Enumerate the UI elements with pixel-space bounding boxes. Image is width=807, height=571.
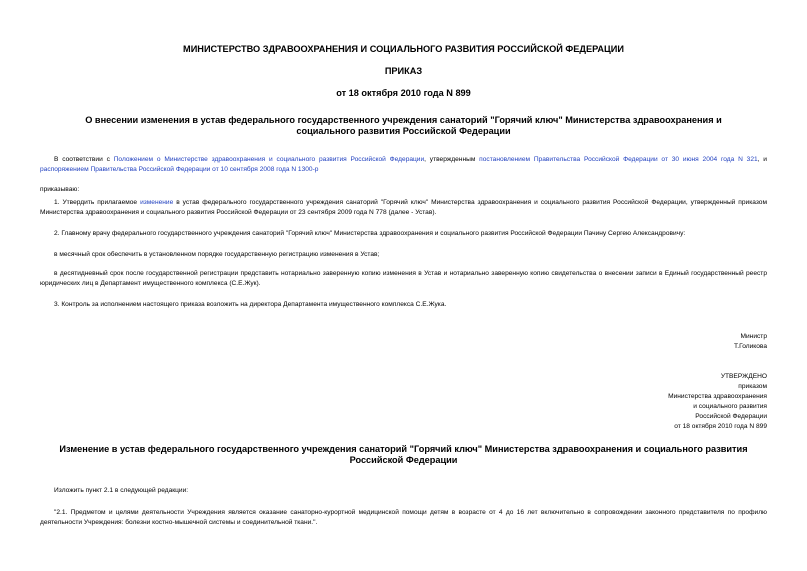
orders-word: приказываю: <box>40 186 80 193</box>
approved-block <box>668 372 767 432</box>
amendment-title: Изменение в устав федерального государственного учреждения санаторий "Горячий ключ" Министерства здравоохранения и социального развития Российской Федерации <box>59 444 748 465</box>
item-2-paragraph: 2. Главному врачу федерального государственного учреждения санаторий "Горячий ключ" Министерства здравоохранения и социального развития Российской Федерации Пачину Сергею Александровичу: <box>54 230 686 237</box>
government-decree-link[interactable]: постановлением Правительства Российской Федерации от 30 июня 2004 года N 321 <box>479 156 758 163</box>
amendment-link[interactable]: изменение <box>140 199 174 206</box>
item-1-text-a: 1. Утвердить прилагаемое <box>54 199 141 206</box>
item-2-subitem-a: в месячный срок обеспечить в установленном порядке государственную регистрацию изменения в Устав; <box>54 251 380 258</box>
signature-name: Т.Голикова <box>733 343 767 350</box>
regulation-link[interactable]: Положением о Министерстве здравоохранения и социального развития Российской Федерации <box>113 156 425 163</box>
amendment-instruction: Изложить пункт 2.1 в следующей редакции: <box>54 487 189 494</box>
order-date-number: от 18 октября 2010 года N 899 <box>336 88 471 98</box>
preamble-text-2: , утвержденным <box>424 156 480 163</box>
item-3-paragraph: 3. Контроль за исполнением настоящего приказа возложить на директора Департамента имущественного комплекса С.Е.Жука. <box>54 301 447 308</box>
approved-line-2: приказом <box>738 383 767 390</box>
amendment-text: "2.1. Предметом и целями деятельности Учреждения является оказание санаторно-курортной медицинской помощи детям в возрасте от 4 до 16 лет включительно в сопровождении законного представителя по профилю деятельности Учреждения: болезни костно-мышечной системы и соединительной ткани.". <box>40 509 767 526</box>
item-1-text-b: в устав федерального государственного учреждения санаторий "Горячий ключ" Министерства здравоохранения и социального развития Российской Федерации, утвержденный приказом Министерства здравоохранения и социального развития Российской Федерации от 23 сентября 2009 года N 778 (далее - Устав). <box>40 199 768 216</box>
approved-line-1: УТВЕРЖДЕНО <box>720 373 767 380</box>
approved-line-5: Российской Федерации <box>695 413 767 420</box>
doc-type-heading: ПРИКАЗ <box>384 66 423 76</box>
item-1-paragraph <box>40 198 767 218</box>
approved-line-6: от 18 октября 2010 года N 899 <box>674 423 767 430</box>
preamble-text-3: , и <box>757 156 767 163</box>
government-order-link[interactable]: распоряжением Правительства Российской Федерации от 10 сентября 2008 года N 1300-р <box>40 166 319 173</box>
approved-line-4: и социального развития <box>693 403 767 410</box>
signature-position: Министр <box>740 333 767 340</box>
item-2-subitem-b: в десятидневный срок после государственной регистрации представить нотариально заверенную копию изменения в Устав и нотариально заверенную копию свидетельства о внесении записи в Единый государственный реестр юридических лиц в Департамент имущественного комплекса (С.Е.Жук). <box>40 270 767 287</box>
order-title: О внесении изменения в устав федерального государственного учреждения санаторий "Горячий ключ" Министерства здравоохранения и социального развития Российской Федерации <box>85 115 722 136</box>
preamble-text-1: В соответствии с <box>54 156 114 163</box>
preamble-paragraph <box>40 155 767 175</box>
ministry-heading: МИНИСТЕРСТВО ЗДРАВООХРАНЕНИЯ И СОЦИАЛЬНОГО РАЗВИТИЯ РОССИЙСКОЙ ФЕДЕРАЦИИ <box>183 44 624 54</box>
approved-line-3: Министерства здравоохранения <box>668 393 767 400</box>
